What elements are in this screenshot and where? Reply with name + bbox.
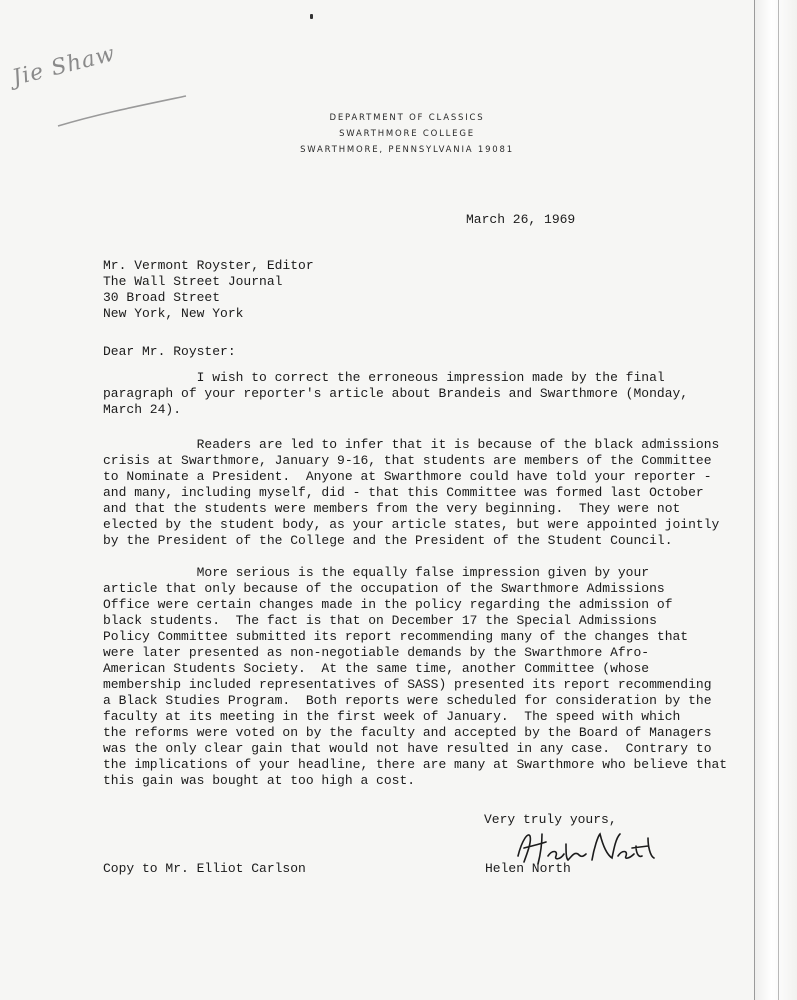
paragraph-line: article that only because of the occupation of the Swarthmore Admissions	[103, 581, 665, 596]
ink-speck	[310, 14, 313, 19]
annotation-underline	[18, 48, 198, 138]
paragraph-line: Readers are led to infer that it is because of the black admissions	[103, 437, 720, 452]
paragraph-line: black students. The fact is that on December 17 the Special Admissions	[103, 613, 657, 628]
letterhead-address: SWARTHMORE, PENNSYLVANIA 19081	[300, 145, 514, 155]
paragraph-line: Policy Committee submitted its report recommending many of the changes that	[103, 629, 689, 644]
paragraph-line: by the President of the College and the President of the Student Council.	[103, 533, 673, 548]
paragraph-line: and many, including myself, did - that this Committee was formed last October	[103, 485, 704, 500]
paragraph-line: Office were certain changes made in the policy regarding the admission of	[103, 597, 673, 612]
paragraph-line: a Black Studies Program. Both reports were scheduled for consideration by the	[103, 693, 712, 708]
recipient-city: New York, New York	[103, 306, 244, 321]
letterhead	[262, 110, 552, 158]
paragraph-line: to Nominate a President. Anyone at Swarthmore could have told your reporter -	[103, 469, 712, 484]
paragraph-1	[103, 370, 753, 418]
recipient-organization: The Wall Street Journal	[103, 274, 283, 289]
paragraph-line: American Students Society. At the same time, another Committee (whose	[103, 661, 650, 676]
paper-edge	[754, 0, 797, 1000]
paragraph-line: faculty at its meeting in the first week of January. The speed with which	[103, 709, 681, 724]
letterhead-college: SWARTHMORE COLLEGE	[339, 129, 475, 139]
paragraph-line: More serious is the equally false impression given by your	[103, 565, 650, 580]
paragraph-line: the implications of your headline, there are many at Swarthmore who believe that	[103, 757, 728, 772]
paragraph-line: and that the students were members from the very beginning. They were not	[103, 501, 681, 516]
letter-date: March 26, 1969	[466, 212, 576, 227]
signer-name: Helen North	[485, 861, 571, 876]
letterhead-department: DEPARTMENT OF CLASSICS	[329, 113, 485, 123]
recipient-address	[103, 258, 314, 322]
paper-edge-line	[778, 0, 779, 1000]
carbon-copy-line: Copy to Mr. Elliot Carlson	[103, 861, 306, 876]
recipient-street: 30 Broad Street	[103, 290, 221, 305]
salutation: Dear Mr. Royster:	[103, 344, 236, 359]
paragraph-line: was the only clear gain that would not have resulted in any case. Contrary to	[103, 741, 712, 756]
paragraph-3	[103, 565, 753, 789]
paragraph-line: this gain was bought at too high a cost.	[103, 773, 416, 788]
paragraph-line: membership included representatives of SASS) presented its report recommending	[103, 677, 712, 692]
paragraph-line: I wish to correct the erroneous impression made by the final	[103, 370, 665, 385]
paragraph-line: were later presented as non-negotiable demands by the Swarthmore Afro-	[103, 645, 650, 660]
paragraph-line: the reforms were voted on by the faculty and accepted by the Board of Managers	[103, 725, 712, 740]
complimentary-close: Very truly yours,	[484, 812, 617, 827]
handwritten-annotation: Jie Shaw	[9, 41, 118, 91]
paragraph-line: crisis at Swarthmore, January 9-16, that students are members of the Committee	[103, 453, 712, 468]
recipient-name: Mr. Vermont Royster, Editor	[103, 258, 314, 273]
paragraph-line: March 24).	[103, 402, 182, 417]
paragraph-2	[103, 437, 753, 549]
paragraph-line: elected by the student body, as your article states, but were appointed jointly	[103, 517, 720, 532]
paragraph-line: paragraph of your reporter's article about Brandeis and Swarthmore (Monday,	[103, 386, 689, 401]
